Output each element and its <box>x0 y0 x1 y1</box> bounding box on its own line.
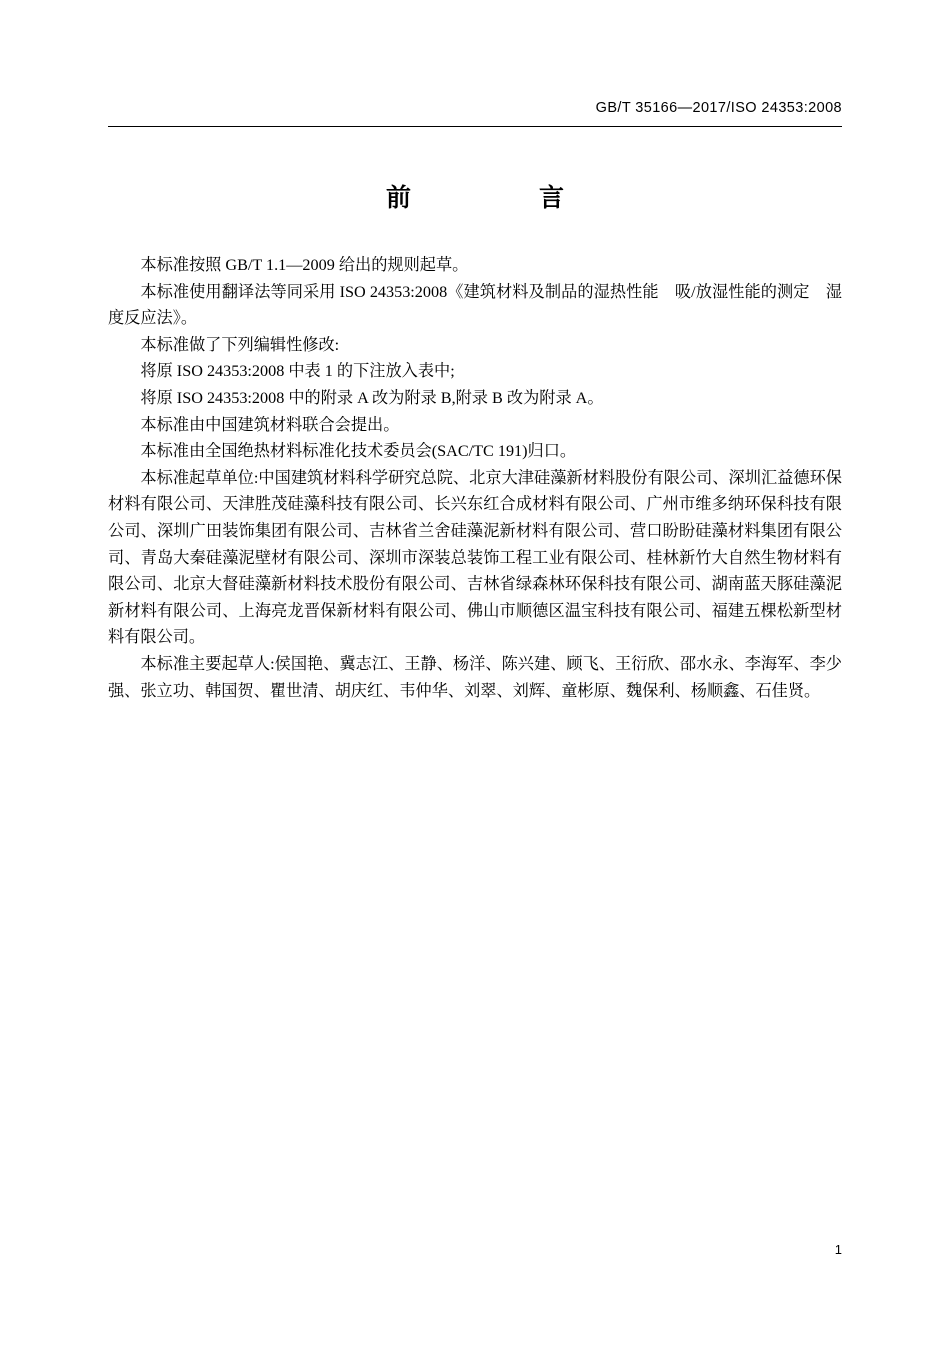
paragraph: 本标准主要起草人:侯国艳、冀志江、王静、杨洋、陈兴建、顾飞、王衍欣、邵水永、李海军、李少强、张立功、韩国贺、瞿世清、胡庆红、韦仲华、刘翠、刘辉、童彬原、魏保利、杨顺鑫、石佳贤。 <box>108 654 842 700</box>
page-number: 1 <box>834 1242 842 1257</box>
paragraph: 将原 ISO 24353:2008 中表 1 的下注放入表中; <box>140 362 455 381</box>
paragraph: 本标准使用翻译法等同采用 ISO 24353:2008《建筑材料及制品的湿热性能 吸/放湿性能的测定 湿度反应法》。 <box>108 282 842 328</box>
page-header-standard-code: GB/T 35166—2017/ISO 24353:2008 <box>595 100 842 116</box>
header-divider <box>108 126 842 127</box>
paragraph: 本标准按照 GB/T 1.1—2009 给出的规则起草。 <box>140 256 469 274</box>
paragraph: 本标准做了下列编辑性修改: <box>140 335 340 354</box>
page-title: 前 言 <box>385 184 590 212</box>
paragraph: 本标准由中国建筑材料联合会提出。 <box>140 415 400 434</box>
paragraph: 本标准起草单位:中国建筑材料科学研究总院、北京大津硅藻新材料股份有限公司、深圳汇益德环保材料有限公司、天津胜茂硅藻科技有限公司、长兴东红合成材料有限公司、广州市维多纳环保科技有限公司、深圳广田装饰集团有限公司、吉林省兰舍硅藻泥新材料有限公司、营口盼盼硅藻材料集团有限公司、青岛大秦硅藻泥壁材有限公司、深圳市深装总装饰工程工业有限公司、桂林新竹大自然生物材料有限公司、北京大督硅藻新材料技术股份有限公司、吉林省绿森林环保科技有限公司、湖南蓝天豚硅藻泥新材料有限公司、上海亮龙晋保新材料有限公司、佛山市顺德区温宝科技有限公司、福建五棵松新型材料有限公司。 <box>108 468 842 647</box>
paragraph: 本标准由全国绝热材料标准化技术委员会(SAC/TC 191)归口。 <box>140 442 577 461</box>
paragraph: 将原 ISO 24353:2008 中的附录 A 改为附录 B,附录 B 改为附录 A。 <box>140 388 604 407</box>
foreword-body <box>108 252 842 704</box>
